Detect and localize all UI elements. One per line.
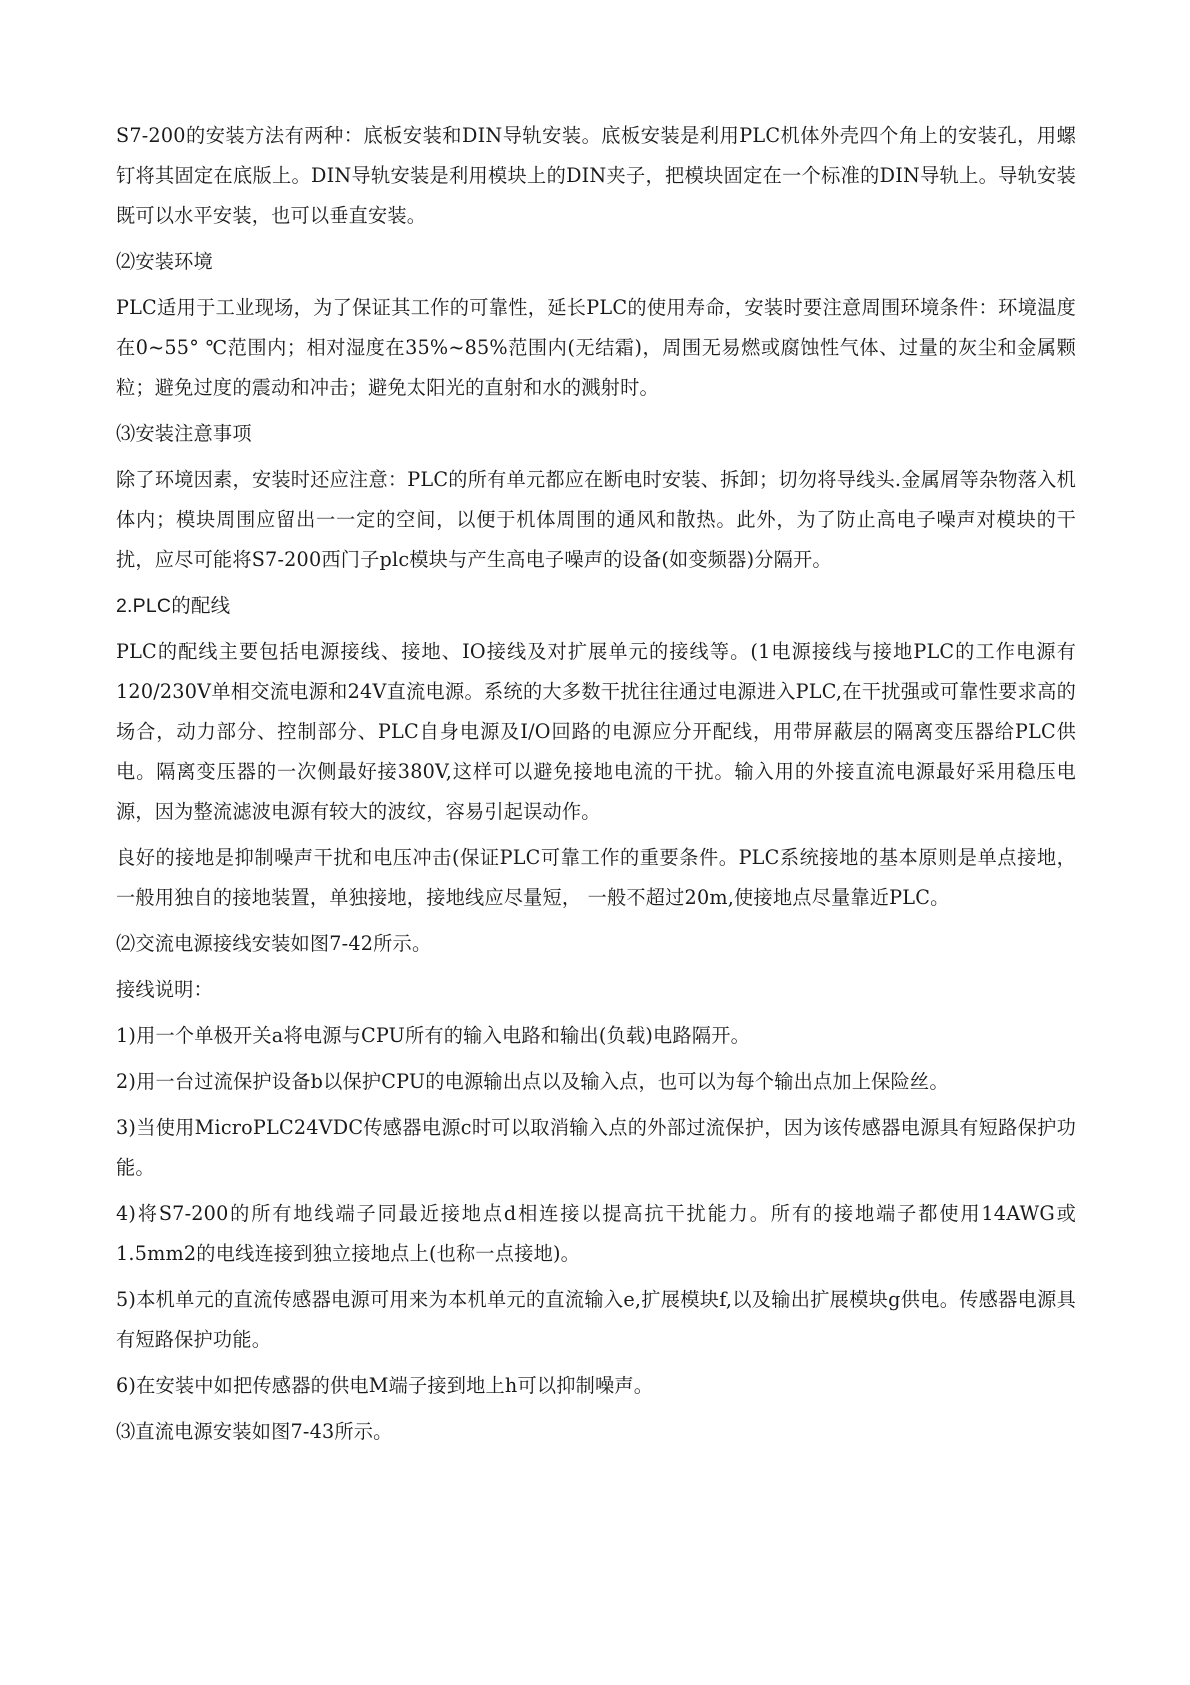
list-item-3: 3)当使用MicroPLC24VDC传感器电源c时可以取消输入点的外部过流保护，因为该传感器电源具有短路保护功能。 [116, 1116, 1076, 1179]
document-body [116, 116, 1076, 1458]
section-heading-wiring: 2.PLC的配线 [116, 595, 231, 617]
paragraph-environment: PLC适用于工业现场，为了保证其工作的可靠性，延长PLC的使用寿命，安装时要注意周围环境条件：环境温度在0~55° ℃范围内；相对湿度在35%~85%范围内(无结霜)，周围无易燃或腐蚀性气体、过量的灰尘和金属颗粒；避免过度的震动和冲击；避免太阳光的直射和水的溅射时。 [116, 296, 1076, 399]
subheading-dc-power: ⑶直流电源安装如图7-43所示。 [116, 1420, 393, 1443]
list-item-4: 4)将S7-200的所有地线端子同最近接地点d相连接以提高抗干扰能力。所有的接地端子都使用14AWG或1.5mm2的电线连接到独立接地点上(也称一点接地)。 [116, 1202, 1076, 1265]
list-item-5: 5)本机单元的直流传感器电源可用来为本机单元的直流输入e,扩展模块f,以及输出扩展模块g供电。传感器电源具有短路保护功能。 [116, 1288, 1076, 1351]
list-item-6: 6)在安装中如把传感器的供电M端子接到地上h可以抑制噪声。 [116, 1374, 654, 1397]
list-item-2: 2)用一台过流保护设备b以保护CPU的电源输出点以及输入点，也可以为每个输出点加上保险丝。 [116, 1070, 949, 1093]
paragraph-grounding: 良好的接地是抑制噪声干扰和电压冲击(保证PLC可靠工作的重要条件。PLC系统接地的基本原则是单点接地， 一般用独自的接地装置，单独接地，接地线应尽量短， 一般不超过20m,使接地点尽量靠近PLC。 [116, 846, 1076, 909]
subheading-precautions: ⑶安装注意事项 [116, 422, 252, 445]
subheading-environment: ⑵安装环境 [116, 250, 213, 273]
list-item-1: 1)用一个单极开关a将电源与CPU所有的输入电路和输出(负载)电路隔开。 [116, 1024, 750, 1047]
label-wiring-notes: 接线说明： [116, 978, 213, 1001]
subheading-ac-power: ⑵交流电源接线安装如图7-42所示。 [116, 932, 432, 955]
paragraph-mounting-methods: S7-200的安装方法有两种：底板安装和DIN导轨安装。底板安装是利用PLC机体外壳四个角上的安装孔，用螺钉将其固定在底版上。DIN导轨安装是利用模块上的DIN夹子，把模块固定在一个标准的DIN导轨上。导轨安装既可以水平安装，也可以垂直安装。 [116, 124, 1076, 227]
paragraph-wiring: PLC的配线主要包括电源接线、接地、IO接线及对扩展单元的接线等。(1电源接线与接地PLC的工作电源有120/230V单相交流电源和24V直流电源。系统的大多数干扰往往通过电源进入PLC,在干扰强或可靠性要求高的场合，动力部分、控制部分、PLC自身电源及I/O回路的电源应分开配线，用带屏蔽层的隔离变压器给PLC供电。隔离变压器的一次侧最好接380V,这样可以避免接地电流的干扰。输入用的外接直流电源最好采用稳压电源，因为整流滤波电源有较大的波纹，容易引起误动作。 [116, 640, 1076, 823]
paragraph-precautions: 除了环境因素，安装时还应注意：PLC的所有单元都应在断电时安装、拆卸；切勿将导线头.金属屑等杂物落入机体内；模块周围应留出一一定的空间，以便于机体周围的通风和散热。此外，为了防止高电子噪声对模块的干扰，应尽可能将S7-200西门子plc模块与产生高电子噪声的设备(如变频器)分隔开。 [116, 468, 1076, 571]
